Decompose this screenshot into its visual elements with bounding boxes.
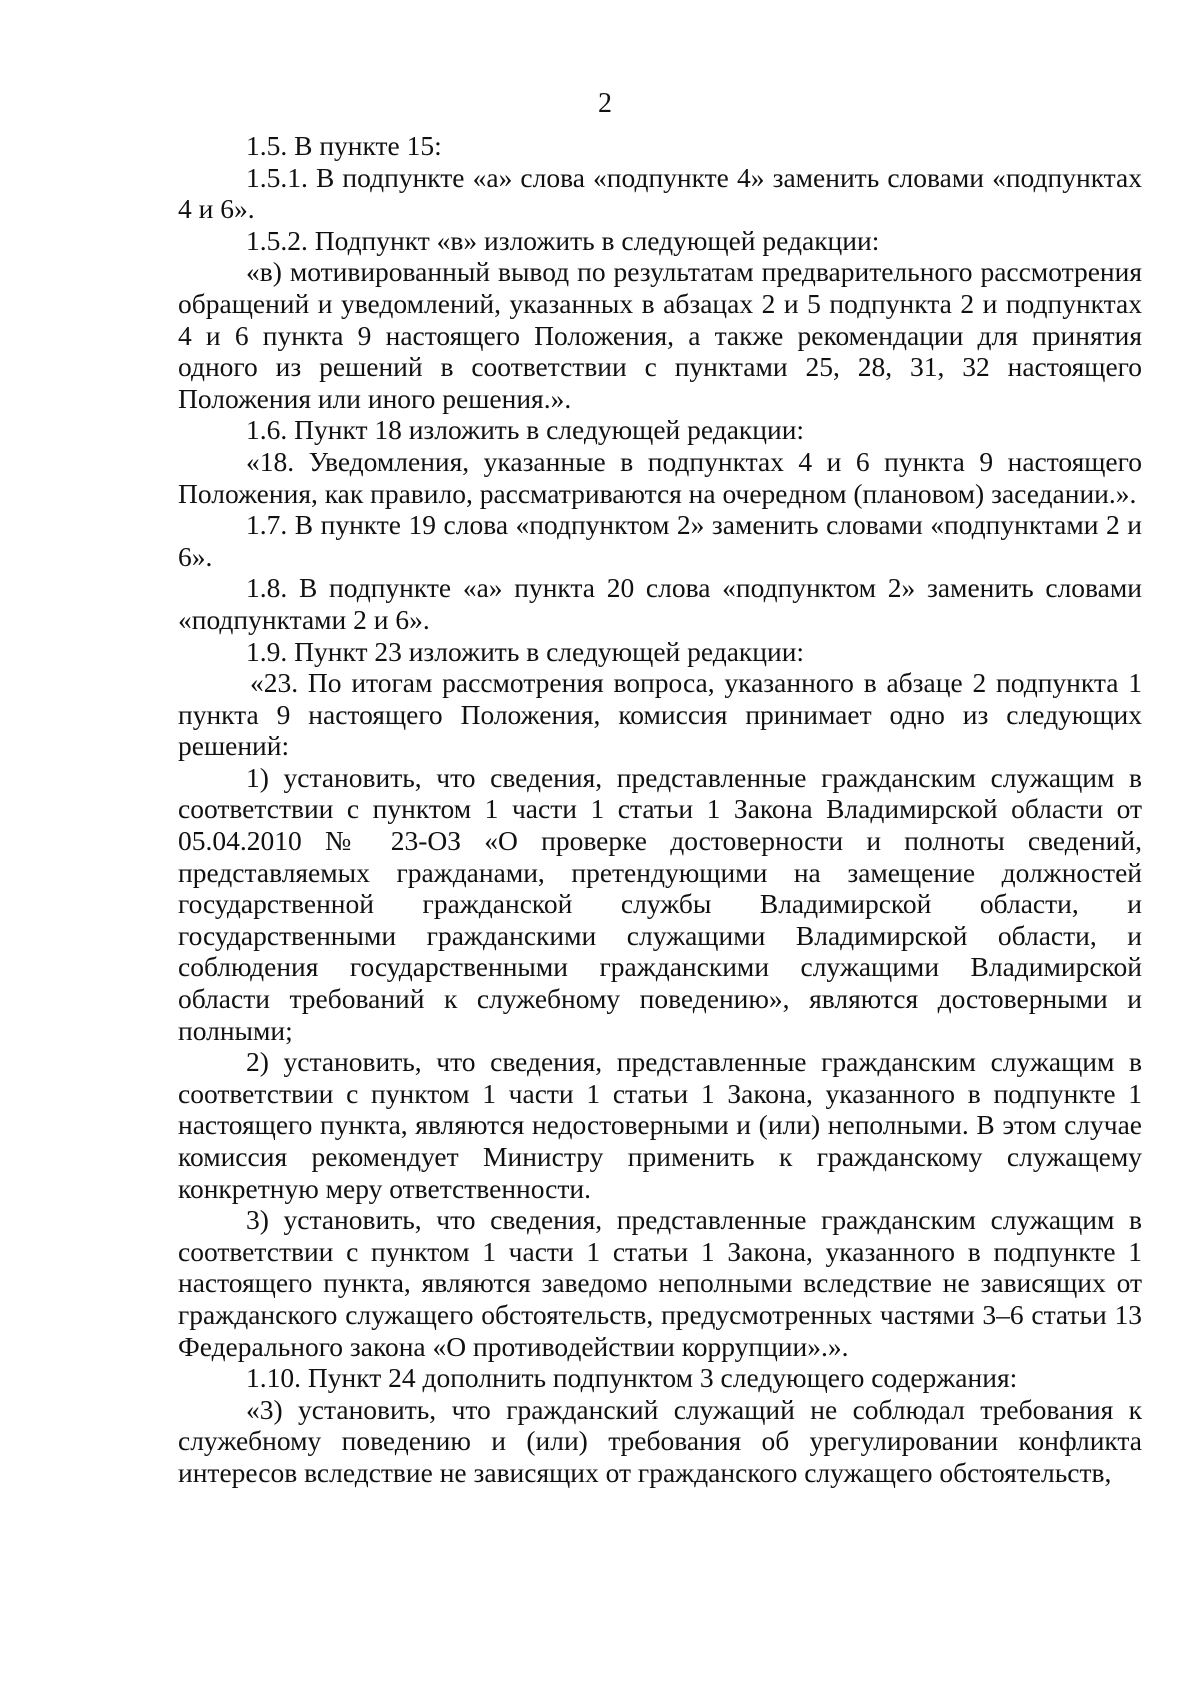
- paragraph-1-9: 1.9. Пункт 23 изложить в следующей редакции:: [246, 635, 805, 667]
- paragraph-1-10: 1.10. Пункт 24 дополнить подпунктом 3 следующего содержания:: [246, 1362, 1018, 1394]
- paragraph-1-7: 1.7. В пункте 19 слова «подпунктом 2» заменить словами «подпунктами 2 и 6».: [178, 509, 1142, 572]
- paragraph-1-8: 1.8. В подпункте «а» пункта 20 слова «подпунктом 2» заменить словами «подпунктами 2 и 6».: [178, 572, 1142, 635]
- paragraph-quote-3: «3) установить, что гражданский служащий не соблюдал требования к служебному поведению и (или) требования об урегулировании конфликта интересов вследствие не зависящих от гражданского служащего обстоятельств,: [178, 1393, 1142, 1488]
- paragraph-1-5-2: 1.5.2. Подпункт «в» изложить в следующей редакции:: [246, 224, 880, 256]
- paragraph-quote-18: «18. Уведомления, указанные в подпунктах 4 и 6 пункта 9 настоящего Положения, как правило, рассматриваются на очередном (плановом) заседании.».: [178, 445, 1142, 509]
- paragraph-1-5-1: 1.5.1. В подпункте «а» слова «подпункте 4» заменить словами «подпунктах 4 и 6».: [178, 161, 1142, 225]
- paragraph-quote-23: «23. По итогам рассмотрения вопроса, указанного в абзаце 2 подпункта 1 пункта 9 настоящего Положения, комиссия принимает одно из следующих решений:: [178, 667, 1142, 762]
- paragraph-item-3: 3) установить, что сведения, представленные гражданским служащим в соответствии с пунктом 1 части 1 статьи 1 Закона, указанного в подпункте 1 настоящего пункта, являются заведомо неполными вследствие не зависящих от гражданского служащего обстоятельств, предусмотренных частями 3–6 статьи 13 Федерального закона «О противодействии коррупции».».: [178, 1204, 1142, 1362]
- paragraph-item-1: 1) установить, что сведения, представленные гражданским служащим в соответствии с пунктом 1 части 1 статьи 1 Закона Владимирской области от 05.04.2010 № 23-ОЗ «О проверке достоверности и полноты сведений, представляемых гражданами, претендующими на замещение должностей государственной гражданской службы Владимирской области, и государственными гражданскими служащими Владимирской области, и соблюдения государственными гражданскими служащими Владимирской области требований к служебному поведению», являются достоверными и полными;: [178, 761, 1142, 1046]
- paragraph-item-2: 2) установить, что сведения, представленные гражданским служащим в соответствии с пунктом 1 части 1 статьи 1 Закона, указанного в подпункте 1 настоящего пункта, являются недостоверными и (или) неполными. В этом случае комиссия рекомендует Министру применить к гражданскому служащему конкретную меру ответственности.: [178, 1046, 1142, 1204]
- paragraph-1-6: 1.6. Пункт 18 изложить в следующей редакции:: [246, 414, 805, 446]
- page-number: 2: [598, 88, 612, 119]
- document-body: [178, 130, 1142, 1489]
- paragraph-1-5: 1.5. В пункте 15:: [246, 130, 442, 161]
- paragraph-quote-v: «в) мотивированный вывод по результатам предварительного рассмотрения обращений и уведомлений, указанных в абзацах 2 и 5 подпункта 2 и подпунктах 4 и 6 пункта 9 настоящего Положения, а также рекомендации для принятия одного из решений в соответствии с пунктами 25, 28, 31, 32 настоящего Положения или иного решения.».: [178, 256, 1142, 414]
